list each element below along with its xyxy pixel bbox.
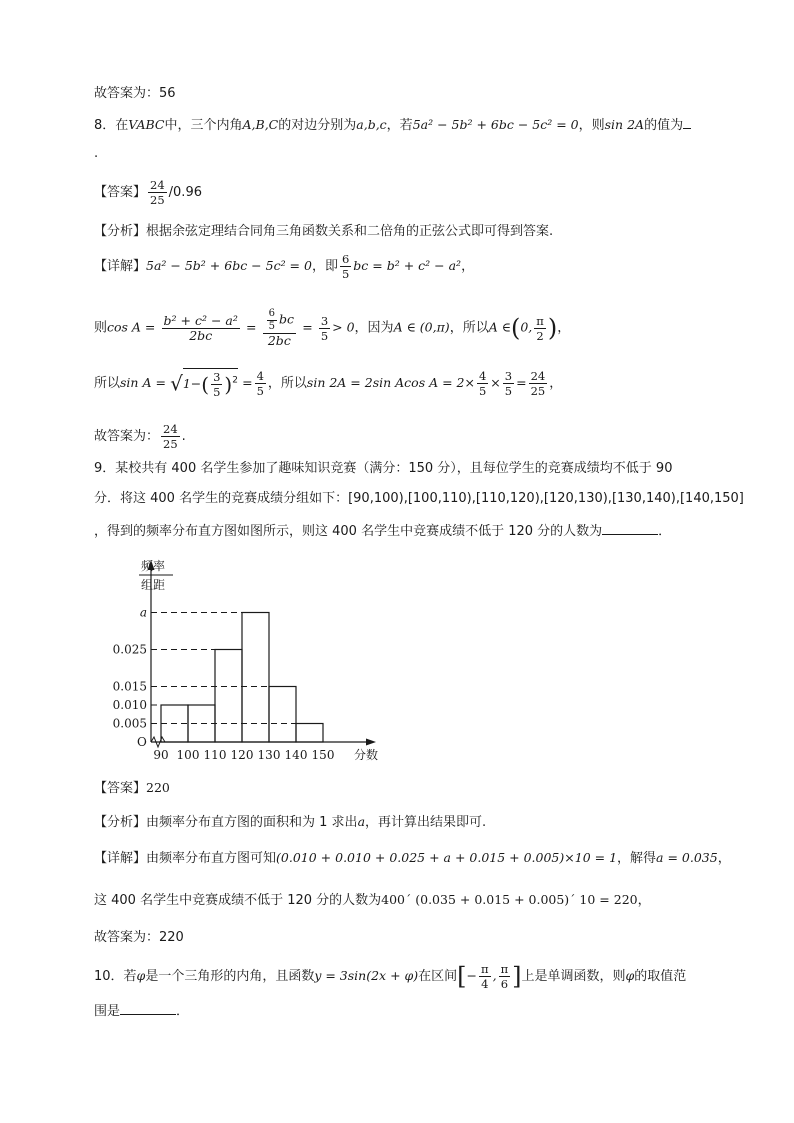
sqrt: √1−( $\frac{3}{5}$ )$^2$: [170, 370, 238, 399]
question-9-line-1: 9．某校共有 400 名学生参加了趣味知识竞赛（满分：150 分），且每位学生的竞赛成绩均不低于 90: [94, 461, 673, 476]
paren-close: ): [547, 314, 558, 342]
q8-num: 8．: [94, 118, 116, 133]
q10-end: ．: [176, 1004, 190, 1019]
x-tick-label: 130: [257, 748, 281, 762]
analysis-9: [94, 812, 486, 833]
detail-text: 这 400 名学生中竞赛成绩不低于 120 分的人数为: [94, 893, 382, 908]
question-8: [94, 114, 691, 136]
q9-end: ．: [658, 524, 672, 539]
x-tick-label: 110: [203, 748, 227, 762]
detail-text: ，: [557, 320, 571, 336]
q8-text-5: ，则: [578, 118, 605, 133]
var-a: a: [357, 814, 366, 829]
analysis-tag: 【分析】: [94, 815, 147, 830]
sin-a: sin A =: [120, 375, 166, 390]
frac-4-5: $\frac{4}{5}$: [256, 369, 264, 398]
analysis-text: 由频率分布直方图的面积和为 1 求出: [146, 815, 358, 830]
detail-text: ，因为: [354, 320, 394, 336]
histogram-bar: [296, 724, 323, 743]
function: y = 3sin(2x + φ): [314, 968, 419, 983]
detail-text: 所以: [94, 376, 121, 391]
answer-rest: /0.96: [168, 185, 202, 200]
detail-text: ，: [549, 376, 563, 391]
detail-tag: 【详解】: [94, 259, 147, 274]
answer-9: [94, 778, 170, 799]
frac-6-5: $\frac{6}{5}$: [341, 252, 350, 281]
solution: a = 0.035: [656, 850, 718, 865]
q8-text-3: 的对边分别为: [278, 118, 357, 133]
answer-fraction: $\frac{24}{25}$: [150, 178, 165, 207]
detail-9-final: 故答案为：220: [94, 930, 184, 945]
frac-6bc: $\frac{6}{5}$ bc 2bc: [263, 308, 296, 348]
detail-text: ，即: [311, 259, 338, 274]
question-9-line-2: 分．将这 400 名学生的竞赛成绩分组如下：[90,100),[100,110),[110,120),[120,130),[130,140),[140,150]: [94, 491, 744, 506]
detail-text: ，所以: [449, 320, 489, 336]
detail-text: ，: [461, 259, 475, 274]
q10-text: 在区间: [418, 969, 458, 984]
q8-text-6: 的值为: [644, 118, 684, 133]
detail-text: ，: [637, 893, 651, 908]
x-axis-label: 分数: [353, 748, 379, 762]
detail-text: ，解得: [617, 851, 657, 866]
q8-text-1: 在: [115, 118, 129, 133]
q8-triangle: VABC: [128, 117, 165, 132]
a-in: A ∈: [488, 319, 511, 335]
y-tick-label: 0.010: [112, 698, 147, 712]
answer-line-prev: 故答案为：56: [94, 86, 176, 101]
q8-blank: [683, 114, 691, 129]
q8-expr: sin 2A: [604, 117, 645, 132]
detail-text: 则: [94, 320, 108, 336]
detail-8-final: [94, 422, 186, 451]
analysis-tag: 【分析】: [94, 224, 147, 239]
paren-open: (: [510, 314, 521, 342]
comma: ,: [492, 968, 497, 983]
detail-eq: (0.010 + 0.010 + 0.025 + a + 0.015 + 0.005)×10 = 1: [276, 850, 618, 865]
y-label-top: 频率: [141, 559, 166, 573]
frac-pi-2: $\frac{\pi}{2}$: [536, 313, 544, 343]
q8-text-2: 中，三个内角: [164, 118, 243, 133]
q8-sides: a,b,c: [356, 117, 387, 132]
x-tick-label: 90: [153, 748, 169, 762]
y-tick-label: a: [139, 605, 147, 620]
x-axis-arrow: [366, 739, 376, 746]
frac-pi-4: $\frac{\pi}{4}$: [481, 962, 489, 991]
detail-text: 由频率分布直方图可知: [146, 851, 277, 866]
phi: φ: [136, 968, 146, 983]
q8-text-4: ，若: [386, 118, 413, 133]
q10-text: 的取值范: [634, 969, 687, 984]
x-tick-label: 140: [284, 748, 308, 762]
bracket-open: [: [457, 962, 467, 991]
analysis-text: ，再计算出结果即可.: [365, 815, 487, 830]
q8-dot: .: [94, 146, 99, 161]
detail-8-line-2: [94, 308, 570, 348]
y-tick-label: 0.025: [112, 642, 147, 657]
frac-24-25: $\frac{24}{25}$: [530, 369, 546, 398]
q10-blank: [120, 1000, 176, 1015]
y-tick-label: 0.015: [112, 679, 147, 694]
analysis-8: [94, 222, 553, 242]
sin-2a: sin 2A = 2sin Acos A = 2×: [306, 375, 475, 390]
frac-cos: $\frac{\text{b² + c² − a²}}{2bc}$: [163, 312, 238, 343]
frac-4-5b: $\frac{4}{5}$: [478, 369, 487, 398]
gt-zero: > 0: [332, 319, 355, 335]
detail-8-line-3: [94, 368, 562, 399]
equals: =: [302, 319, 313, 335]
final-dot: .: [181, 429, 186, 444]
q10-text: 是一个三角形的内角，且函数: [145, 969, 315, 984]
y-label-bottom: 组距: [141, 578, 166, 592]
q9-blank: [602, 520, 658, 535]
zero: 0,: [520, 319, 533, 335]
domain: A ∈ (0,π): [393, 319, 450, 335]
histogram-chart: [96, 556, 396, 766]
frac-3-5b: $\frac{3}{5}$: [504, 369, 513, 398]
final-fraction: $\frac{24}{25}$: [163, 422, 178, 451]
equals: =: [242, 375, 253, 390]
detail-tag: 【详解】: [94, 851, 147, 866]
detail-eq: 5a² − 5b² + 6bc − 5c² = 0: [146, 258, 312, 273]
histogram-bar: [242, 613, 269, 743]
origin-label: O: [137, 735, 147, 749]
detail-text: ，: [717, 851, 731, 866]
q10-text: 10．若: [94, 969, 137, 984]
count-expr: 400´ (0.035 + 0.015 + 0.005)´ 10 = 220: [381, 892, 638, 907]
equals: =: [246, 319, 257, 335]
frac-pi-6: $\frac{\pi}{6}$: [500, 962, 509, 991]
x-tick-label: 150: [311, 748, 335, 762]
detail-9-line-2: [94, 890, 651, 911]
answer-tag: 【答案】: [94, 185, 147, 200]
detail-8-line-1: [94, 252, 474, 281]
x-tick-label: 100: [176, 748, 200, 762]
question-10-line-1: [94, 962, 686, 991]
final-text: 故答案为：: [94, 429, 160, 444]
detail-9-line-1: [94, 848, 731, 869]
q8-equation: 5a² − 5b² + 6bc − 5c² = 0: [412, 117, 579, 132]
times: ×: [490, 375, 501, 390]
frac-3-5: $\frac{3}{5}$: [320, 313, 329, 343]
answer-8: [94, 178, 202, 207]
question-9-line-3: [94, 520, 671, 542]
question-10-line-2: [94, 1000, 189, 1022]
equals: =: [516, 375, 527, 390]
q8-angles: A,B,C: [242, 117, 279, 132]
histogram-bar: [269, 687, 296, 743]
q10-text: 上是单调函数，则: [521, 969, 626, 984]
bracket-close: ]: [512, 962, 522, 991]
y-tick-label: 0.005: [112, 716, 147, 731]
detail-text: ，所以: [267, 376, 307, 391]
detail-eq-rest: bc = b² + c² − a²: [353, 258, 462, 273]
answer-value: 220: [146, 780, 170, 795]
phi: φ: [625, 968, 635, 983]
q9-text: ，得到的频率分布直方图如图所示，则这 400 名学生中竞赛成绩不低于 120 分的人数为: [94, 524, 603, 539]
x-tick-label: 120: [230, 748, 254, 762]
analysis-text: 根据余弦定理结合同角三角函数关系和二倍角的正弦公式即可得到答案.: [146, 224, 554, 239]
minus: −: [466, 968, 478, 983]
histogram-bar: [215, 650, 242, 743]
cos-a: cos A =: [107, 319, 156, 335]
q10-text: 围是: [94, 1004, 121, 1019]
answer-tag: 【答案】: [94, 781, 147, 796]
